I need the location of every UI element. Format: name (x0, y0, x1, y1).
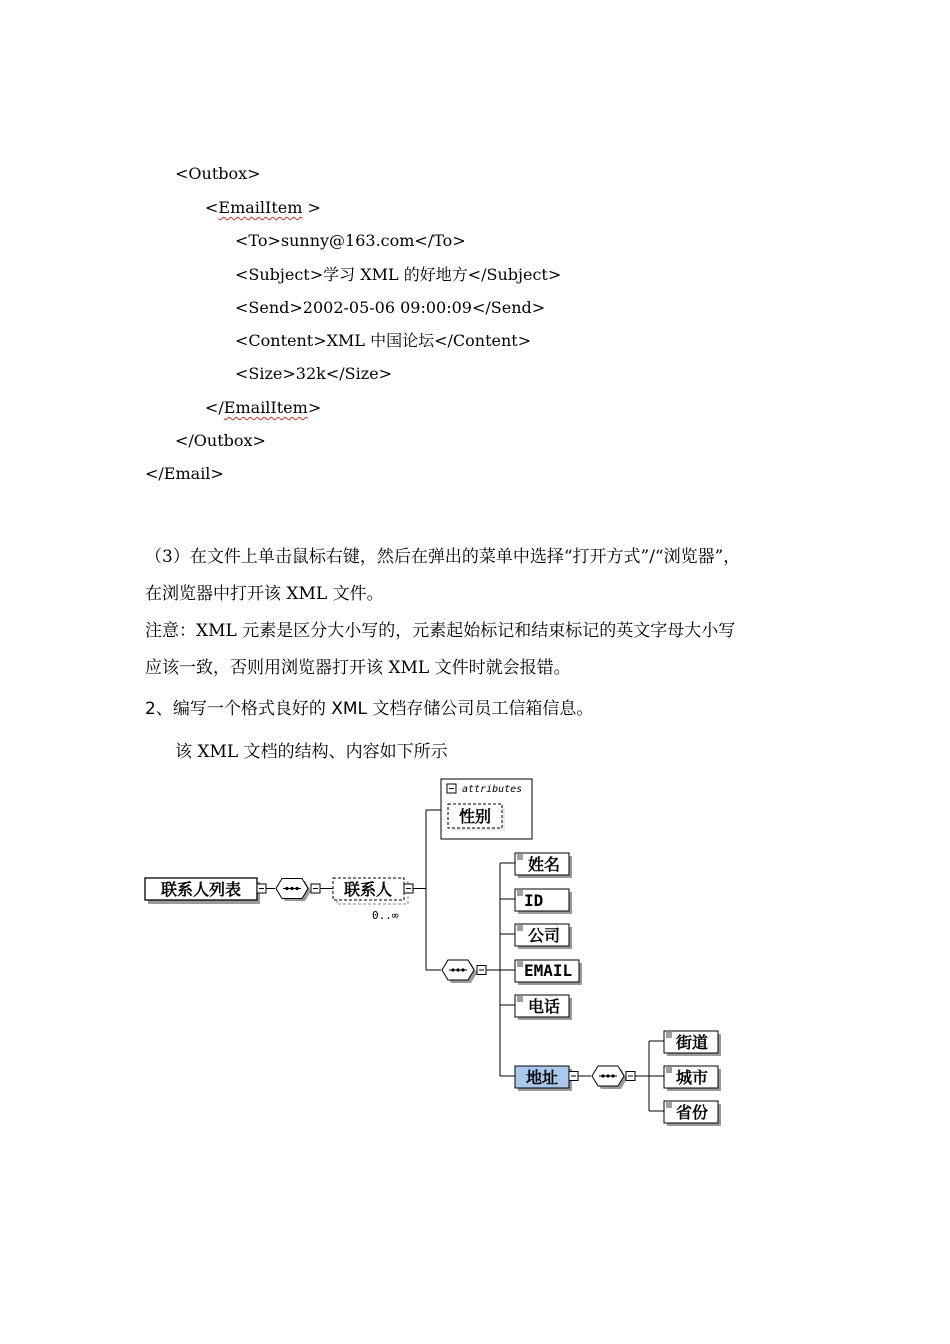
code-line-7 (235, 364, 392, 384)
address-street-label: 街道 (675, 1033, 709, 1052)
field-phone-label: 电话 (527, 997, 561, 1016)
code-text: <Content>XML 中国论坛</Content> (235, 331, 532, 350)
code-text: < (205, 198, 219, 217)
address-element-node[interactable] (500, 1066, 572, 1091)
address-element-label: 地址 (525, 1068, 559, 1087)
root-element-label: 联系人列表 (160, 880, 242, 899)
code-line-4 (235, 265, 561, 285)
code-line-1 (175, 164, 261, 184)
code-line-5 (235, 298, 545, 318)
address-street-node (649, 1031, 721, 1056)
code-text: </Email> (145, 464, 224, 483)
code-text: <Subject>学习 XML 的好地方</Subject> (235, 265, 562, 284)
contact-element-node (333, 878, 408, 904)
code-text: </Outbox> (175, 431, 266, 450)
sequence-collapse-icon[interactable] (626, 1072, 635, 1081)
sequence-collapse-icon[interactable] (311, 884, 320, 893)
attributes-label: attributes (462, 784, 523, 795)
address-province-node (649, 1101, 721, 1126)
field-company-label: 公司 (527, 926, 561, 945)
code-text: <Size>32k</Size> (235, 364, 393, 383)
code-line-6 (235, 331, 531, 351)
sequence-compositor-icon (442, 960, 477, 983)
section-heading-2: 2、编写一个格式良好的 XML 文档存储公司员工信箱信息。 (145, 699, 594, 719)
field-email-label: EMAIL (524, 961, 573, 980)
step3-line1: （3）在文件上单击鼠标右键，然后在弹出的菜单中选择“打开方式”/“浏览器”， (145, 547, 741, 567)
step3-line2: 在浏览器中打开该 XML 文件。 (145, 584, 384, 604)
field-id-node (500, 889, 572, 914)
cardinality-label: 0..∞ (372, 909, 399, 922)
code-line-8 (205, 398, 321, 418)
contact-collapse-icon[interactable] (404, 884, 413, 893)
note-line2: 应该一致，否则用浏览器打开该 XML 文件时就会报错。 (145, 658, 571, 678)
spellcheck-word: EmailItem (218, 198, 303, 217)
xml-schema-diagram (0, 770, 950, 1140)
address-collapse-icon[interactable] (569, 1072, 578, 1081)
field-name-node (500, 853, 572, 878)
attributes-group (441, 779, 532, 839)
spellcheck-word: EmailItem (223, 398, 308, 417)
attribute-gender-label: 性别 (458, 807, 492, 826)
field-name-label: 姓名 (527, 855, 561, 874)
sequence-collapse-icon[interactable] (477, 966, 486, 975)
intro-text: 该 XML 文档的结构、内容如下所示 (175, 742, 448, 762)
note-line1: 注意：XML 元素是区分大小写的，元素起始标记和结束标记的英文字母大小写 (145, 621, 736, 641)
field-phone-node (500, 995, 572, 1020)
code-line-9 (175, 431, 266, 451)
code-text: > (307, 398, 322, 417)
code-line-2 (205, 198, 321, 218)
code-text: > (302, 198, 321, 217)
sequence-compositor-icon (592, 1066, 627, 1089)
field-email-node (500, 960, 582, 985)
address-city-label: 城市 (675, 1068, 709, 1087)
root-element-node (145, 878, 260, 904)
field-company-node (500, 924, 572, 949)
code-text: <To>sunny@163.com</To> (235, 231, 466, 250)
attributes-collapse-icon[interactable] (447, 784, 456, 793)
contact-element-label: 联系人 (343, 880, 393, 899)
root-collapse-icon[interactable] (257, 884, 266, 893)
code-line-3 (235, 231, 466, 251)
sequence-compositor-icon (276, 879, 311, 902)
address-city-node (649, 1066, 721, 1091)
code-line-10 (145, 464, 224, 484)
field-id-label: ID (524, 891, 544, 910)
code-text: <Outbox> (175, 164, 261, 183)
code-text: </ (205, 398, 224, 417)
code-text: <Send>2002-05-06 09:00:09</Send> (235, 298, 546, 317)
address-province-label: 省份 (675, 1103, 709, 1122)
